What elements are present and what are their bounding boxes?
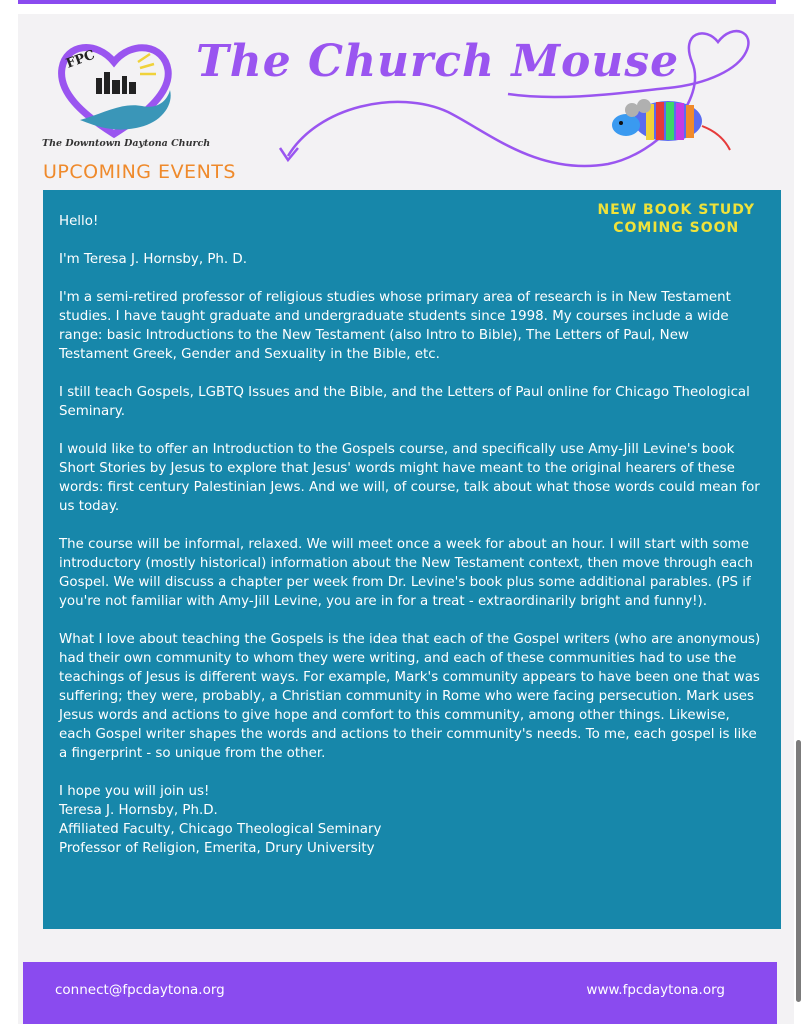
website-link[interactable]: www.fpcdaytona.org	[586, 982, 725, 998]
paragraph: I'm a semi-retired professor of religious studies whose primary area of research is in New Testament studies. I have taught graduate and undergraduate students since 1998. My courses include a wide range: basic Introductions to the New Testament (also Intro to Bible), The Letters of Paul, New Testament Greek, Gender and Sexuality in the Bible, etc.	[59, 290, 731, 362]
paragraph: I would like to offer an Introduction to the Gospels course, and specifically use Amy-Jill Levine's book Short Stories by Jesus to explore that Jesus' words might have meant to the original hearers of these words: first century Palestinian Jews. And we will, of course, talk about what those words could mean for us today.	[59, 442, 760, 514]
promo-line-1: NEW BOOK STUDY	[597, 202, 755, 218]
newsletter-page	[18, 14, 794, 1024]
paragraph: The course will be informal, relaxed. We will meet once a week for about an hour. I will start with some introductory (mostly historical) information about the New Testament context, then move through each Gospel. We will discuss a chapter per week from Dr. Levine's book plus some additional parables. (PS if you're not familiar with Amy-Jill Levine, you are in for a treat - extraordinarily bright and funny!).	[59, 537, 754, 609]
paragraph: What I love about teaching the Gospels is the idea that each of the Gospel writers (who are anonymous) had their own community to whom they were writing, and each of these communities had to use the teachings of Jesus is different ways. For example, Mark's community appears to have been one that was suffering; they were, probably, a Christian community in Rome who were facing persecution. Mark uses Jesus words and actions to give hope and comfort to this community, among other things. Likewise, each Gospel writer shapes the words and actions to their community's needs. To me, each gospel is like a fingerprint - so unique from the other.	[59, 632, 761, 761]
signoff-line: I hope you will join us!	[59, 784, 210, 799]
svg-text:FPC: FPC	[64, 47, 97, 72]
signoff-line: Affiliated Faculty, Chicago Theological Seminary	[59, 822, 382, 837]
footer-bar	[23, 962, 777, 1024]
signoff	[59, 782, 761, 858]
promo-line-2: COMING SOON	[613, 220, 740, 236]
church-logo	[52, 32, 182, 147]
email-link[interactable]: connect@fpcdaytona.org	[55, 982, 225, 998]
tagline: The Downtown Daytona Church	[42, 138, 211, 149]
newsletter-title: The Church Mouse	[196, 36, 680, 87]
paragraph: I still teach Gospels, LGBTQ Issues and the Bible, and the Letters of Paul online for Chicago Theological Seminary.	[59, 385, 750, 419]
intro: I'm Teresa J. Hornsby, Ph. D.	[59, 252, 247, 267]
scrollbar[interactable]	[796, 740, 801, 1002]
top-border	[18, 0, 776, 4]
content-panel	[43, 190, 781, 929]
greeting: Hello!	[59, 214, 99, 229]
signoff-line: Professor of Religion, Emerita, Drury University	[59, 841, 375, 856]
signoff-line: Teresa J. Hornsby, Ph.D.	[59, 803, 218, 818]
section-heading: UPCOMING EVENTS	[43, 161, 236, 183]
mouse-icon	[612, 99, 730, 150]
promo-banner	[597, 201, 755, 237]
